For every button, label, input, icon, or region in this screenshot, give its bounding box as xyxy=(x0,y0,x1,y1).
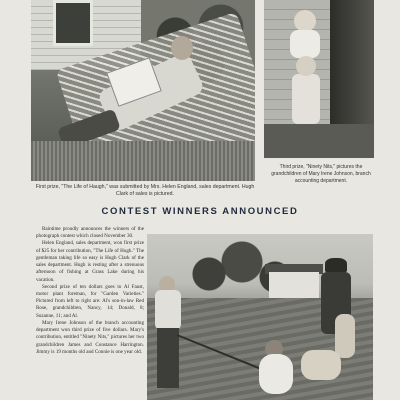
older-child-body xyxy=(290,30,320,58)
dog xyxy=(301,350,341,380)
house-window xyxy=(53,0,93,46)
article-paragraph: Mary Irene Johnson of the branch accounting department won third prize of five dollars. Mary's contribution, entitled "Ninety Nits," pictures her two grandchildren James and Constance Harrington. Jimmy is 19 months old and Connie is one year old. xyxy=(36,319,144,355)
younger-child-head xyxy=(296,56,316,76)
older-child-head xyxy=(294,10,316,32)
article-paragraph: Second prize of ten dollars goes to Al Faust, motor plant foreman, for "Garden Varieties." Pictured from left to right are: Al's son-in-law Red Rose, grandchildren, Nancy, 14; Donald, 8; Suzanne, 11; and Al. xyxy=(36,283,144,319)
article-body xyxy=(36,226,144,356)
man-with-hoe xyxy=(155,290,181,330)
garden-photo xyxy=(147,234,373,400)
ground xyxy=(264,124,374,158)
children-photo xyxy=(264,0,374,158)
house xyxy=(269,272,319,298)
standing-man-hat xyxy=(325,258,347,272)
article-paragraph: Helen England, sales department, won first prize of $25 for her contribution, "The Life of Hugh." The gentleman taking life so easy is Hugh Clark of the sales department. Hugh is resting after a strenuous afternoon of fishing at Grass Lake during his vacation. xyxy=(36,240,144,283)
kneeling-child xyxy=(259,354,293,394)
children-photo-caption: Third prize, "Ninety Nits," pictures the grandchildren of Mary Irene Johnson, branch accounting department. xyxy=(271,164,371,184)
hammock-photo-caption: First prize, "The Life of Haugh," was submitted by Mrs. Helen England, sales department. Hugh Clark of sales is pictured. xyxy=(35,184,255,198)
article-paragraph: Raintime proudly announces the winners of the photograph contest which closed November 30. xyxy=(36,226,144,240)
lawn xyxy=(31,141,255,181)
younger-child-body xyxy=(292,74,320,124)
hammock-photo xyxy=(31,0,255,181)
standing-child xyxy=(335,314,355,358)
man-with-hoe-legs xyxy=(157,328,179,388)
man-head xyxy=(171,36,193,60)
article-headline: CONTEST WINNERS ANNOUNCED xyxy=(101,206,299,217)
